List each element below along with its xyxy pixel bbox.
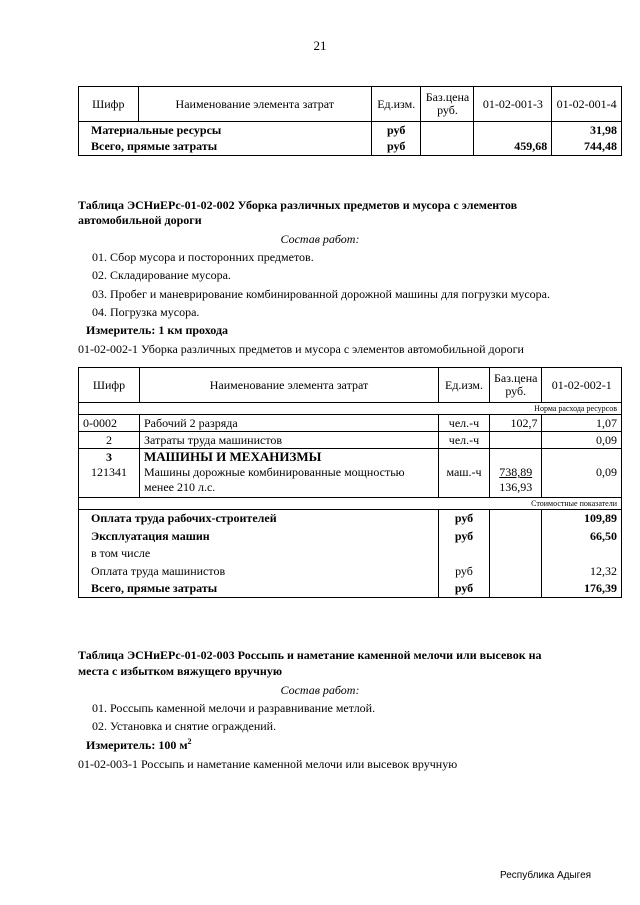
row-val-3: [474, 122, 552, 139]
table-header-row: [79, 368, 622, 403]
row-unit: руб: [439, 509, 490, 527]
row-code: 2: [79, 432, 140, 449]
header-code: Шифр: [79, 87, 139, 122]
row-unit: руб: [439, 527, 490, 545]
header-col-4: 01-02-001-4: [552, 87, 622, 122]
row-val: 176,39: [542, 580, 622, 597]
table-row: [79, 509, 622, 527]
header-price: Баз.цена руб.: [490, 368, 542, 403]
table-row: [79, 545, 622, 562]
header-name: Наименование элемента затрат: [140, 368, 439, 403]
works-heading: Состав работ:: [280, 683, 360, 697]
row-name: Оплата труда рабочих-строителей: [79, 509, 439, 527]
table-row: [79, 139, 622, 156]
work-item: 02. Установка и снятие ограждений.: [92, 719, 277, 733]
header-col: 01-02-002-1: [542, 368, 622, 403]
row-price: [490, 432, 542, 449]
row-val: 109,89: [542, 509, 622, 527]
row-unit: руб: [371, 139, 421, 156]
code-line: 01-02-002-1 Уборка различных предметов и мусора с элементов автомобильной дороги: [78, 342, 524, 356]
work-item: 01. Россыпь каменной мелочи и разравнивание метлой.: [92, 701, 376, 715]
row-code: 3: [79, 449, 140, 466]
header-unit: Ед.изм.: [371, 87, 421, 122]
row-val-4: 31,98: [552, 122, 622, 139]
row-price-line-2: 136,93: [499, 480, 533, 494]
row-name: Затраты труда машинистов: [140, 432, 439, 449]
row-name: Всего, прямые затраты: [79, 580, 439, 597]
table-continued: [78, 86, 622, 156]
section-title-line-2: автомобильной дороги: [78, 213, 202, 227]
code-line: 01-02-003-1 Россыпь и наметание каменной мелочи или высевок вручную: [78, 757, 458, 771]
cost-label-row: [79, 497, 622, 509]
row-unit: чел.-ч: [439, 432, 490, 449]
resources-table: [78, 367, 622, 598]
work-item: 01. Сбор мусора и посторонних предметов.: [92, 250, 314, 264]
section-title-line-1: Таблица ЭСНиЕРс-01-02-002 Уборка различных предметов и мусора с элементов: [78, 198, 518, 212]
cost-label: Стоимостные показатели: [79, 497, 622, 509]
row-name: Рабочий 2 разряда: [140, 415, 439, 432]
row-val-3: 459,68: [474, 139, 552, 156]
work-item: 02. Складирование мусора.: [92, 268, 231, 282]
header-name: Наименование элемента затрат: [138, 87, 371, 122]
header-col-3: 01-02-001-3: [474, 87, 552, 122]
row-price: 102,7: [490, 415, 542, 432]
header-unit: Ед.изм.: [439, 368, 490, 403]
row-price-line-1: 738,89: [499, 465, 533, 479]
row-unit: руб: [371, 122, 421, 139]
row-name: Всего, прямые затраты: [79, 139, 372, 156]
table-row: [79, 449, 622, 466]
row-val: 0,09: [542, 465, 622, 497]
table-row: [79, 580, 622, 597]
row-code: 121341: [79, 465, 140, 497]
header-code: Шифр: [79, 368, 140, 403]
meter-superscript: 2: [187, 737, 192, 746]
row-name: в том числе: [79, 545, 439, 562]
norm-label-row: [79, 403, 622, 415]
row-val: 66,50: [542, 527, 622, 545]
work-item: 04. Погрузка мусора.: [92, 305, 200, 319]
work-item: 03. Пробег и маневрирование комбинированной дорожной машины для погрузки мусора.: [92, 287, 550, 301]
row-name: Оплата труда машинистов: [79, 562, 439, 580]
meter-label: Измеритель: 100 $м^2$: [86, 737, 192, 752]
row-name: Эксплуатация машин: [79, 527, 439, 545]
table-row: [79, 432, 622, 449]
works-heading: Состав работ:: [280, 232, 360, 246]
row-name: Материальные ресурсы: [79, 122, 372, 139]
row-val: 12,32: [542, 562, 622, 580]
norm-label: Норма расхода ресурсов: [79, 403, 622, 415]
row-name: МАШИНЫ И МЕХАНИЗМЫ: [140, 449, 439, 466]
row-val-4: 744,48: [552, 139, 622, 156]
section-title-line-1: Таблица ЭСНиЕРс-01-02-003 Россыпь и наметание каменной мелочи или высевок на: [78, 648, 542, 662]
row-val: 0,09: [542, 432, 622, 449]
header-price: Баз.цена руб.: [421, 87, 474, 122]
row-val: 1,07: [542, 415, 622, 432]
row-unit: руб: [439, 580, 490, 597]
table-header-row: [79, 87, 622, 122]
table-row: [79, 527, 622, 545]
table-row: [79, 465, 622, 497]
row-unit: руб: [439, 562, 490, 580]
row-code: 0-0002: [79, 415, 140, 432]
section-title-line-2: места с избытком вяжущего вручную: [78, 664, 283, 678]
table-row: [79, 122, 622, 139]
row-unit: маш.-ч: [439, 465, 490, 497]
meter-label: Измеритель: 1 км прохода: [86, 323, 229, 337]
table-row: [79, 562, 622, 580]
row-name-line-2: менее 210 л.с.: [144, 480, 216, 494]
page-number: 21: [313, 38, 327, 53]
table-row: [79, 415, 622, 432]
footer-region: Республика Адыгея: [500, 870, 592, 881]
row-unit: чел.-ч: [439, 415, 490, 432]
row-name-line-1: Машины дорожные комбинированные мощностью: [144, 465, 405, 479]
